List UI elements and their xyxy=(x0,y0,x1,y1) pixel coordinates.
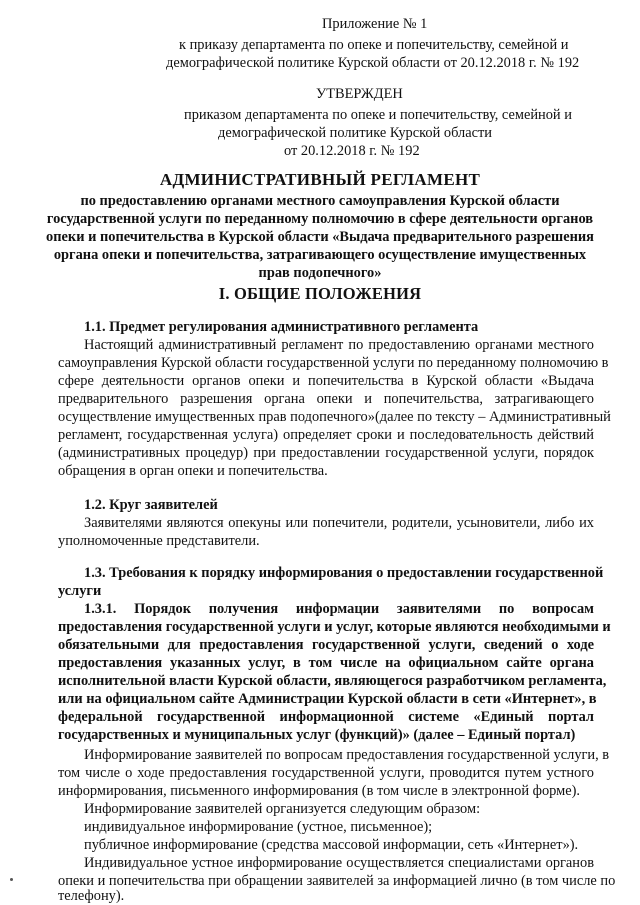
paragraph-line: предварительного разрешения органа опеки и попечительства, затрагивающего xyxy=(58,391,594,407)
paragraph-line: (административных процедур) при предоставлении государственной услуги, порядок xyxy=(58,445,594,461)
subtitle-line: прав подопечного» xyxy=(258,265,382,281)
subtitle-line: государственной услуги по переданному полномочию в сфере деятельности органов xyxy=(46,211,594,227)
paragraph-line: публичное информирование (средства массовой информации, сеть «Интернет»). xyxy=(84,837,579,853)
paragraph-line: Информирование заявителей организуется следующим образом: xyxy=(84,801,481,817)
paragraph-line: Настоящий административный регламент по предоставлению органами местного xyxy=(84,337,594,353)
subsection-heading-1-3-cont: услуги xyxy=(58,583,102,599)
paragraph-line: сфере деятельности органов опеки и попечительства в Курской области «Выдача xyxy=(58,373,594,389)
document-title: АДМИНИСТРАТИВНЫЙ РЕГЛАМЕНТ xyxy=(159,170,481,189)
paragraph-line: обращения в орган опеки и попечительства. xyxy=(58,463,328,479)
section-heading: I. ОБЩИЕ ПОЛОЖЕНИЯ xyxy=(218,284,422,303)
approved-line: приказом департамента по опеке и попечительству, семейной и xyxy=(184,107,572,123)
bold-paragraph-line: или на официальном сайте Администрации Курской области в сети «Интернет», в xyxy=(58,691,597,707)
paragraph-line: осуществление имущественных прав подопечного»(далее по тексту – Административный xyxy=(58,409,611,425)
paragraph-line: Индивидуальное устное информирование осуществляется специалистами органов xyxy=(84,855,594,871)
paragraph-line: уполномоченные представители. xyxy=(58,533,260,549)
paragraph-line: опеки и попечительства при обращении заявителей за информацией лично (в том числе по xyxy=(58,873,616,889)
approved-line: демографической политике Курской области xyxy=(218,125,492,141)
subtitle-line: опеки и попечительства в Курской области «Выдача предварительного разрешения xyxy=(46,229,594,245)
paragraph-line: самоуправления Курской области государственной услуги по переданному полномочию в xyxy=(58,355,609,371)
bold-paragraph-line: федеральной государственной информационной системе «Единый портал xyxy=(58,709,594,725)
subsection-heading-1-1: 1.1. Предмет регулирования административного регламента xyxy=(84,319,479,335)
bold-paragraph-line: 1.3.1. Порядок получения информации заявителями по вопросам xyxy=(84,601,594,617)
approved-label: УТВЕРЖДЕН xyxy=(316,86,403,102)
subtitle-line: органа опеки и попечительства, затрагивающего осуществление имущественных xyxy=(53,247,587,263)
subtitle-line: по предоставлению органами местного самоуправления Курской области xyxy=(80,193,560,209)
approved-line: от 20.12.2018 г. № 192 xyxy=(284,143,420,159)
appendix-number: Приложение № 1 xyxy=(322,16,428,32)
bold-paragraph-line: исполнительной власти Курской области, являющегося разработчиком регламента, xyxy=(58,673,607,689)
paragraph-line: том числе о ходе предоставления государственной услуги, проводится путем устного xyxy=(58,765,594,781)
paragraph-line: телефону). xyxy=(58,888,125,904)
subsection-heading-1-3: 1.3. Требования к порядку информирования о предоставлении государственной xyxy=(84,565,604,581)
bold-paragraph-line: предоставления государственной услуги и услуг, которые являются необходимыми и xyxy=(58,619,611,635)
paragraph-line: Заявителями являются опекуны или попечители, родители, усыновители, либо их xyxy=(84,515,594,531)
subsection-heading-1-2: 1.2. Круг заявителей xyxy=(84,497,218,513)
paragraph-line: информирования, письменного информирования (в том числе в электронной форме). xyxy=(58,783,581,799)
paragraph-line: индивидуальное информирование (устное, письменное); xyxy=(84,819,433,835)
appendix-line: демографической политике Курской области от 20.12.2018 г. № 192 xyxy=(166,55,580,71)
paragraph-line: регламент, государственная услуга) определяет сроки и последовательность действий xyxy=(58,427,594,443)
bold-paragraph-line: предоставления указанных услуг, в том числе на официальном сайте органа xyxy=(58,655,594,671)
appendix-line: к приказу департамента по опеке и попечительству, семейной и xyxy=(179,37,569,53)
scan-speck xyxy=(10,878,13,881)
bold-paragraph-line: государственных и муниципальных услуг (функций)» (далее – Единый портал) xyxy=(58,727,576,743)
bold-paragraph-line: обязательными для предоставления государственной услуги, сведений о ходе xyxy=(58,637,594,653)
paragraph-line: Информирование заявителей по вопросам предоставления государственной услуги, в xyxy=(84,747,610,763)
